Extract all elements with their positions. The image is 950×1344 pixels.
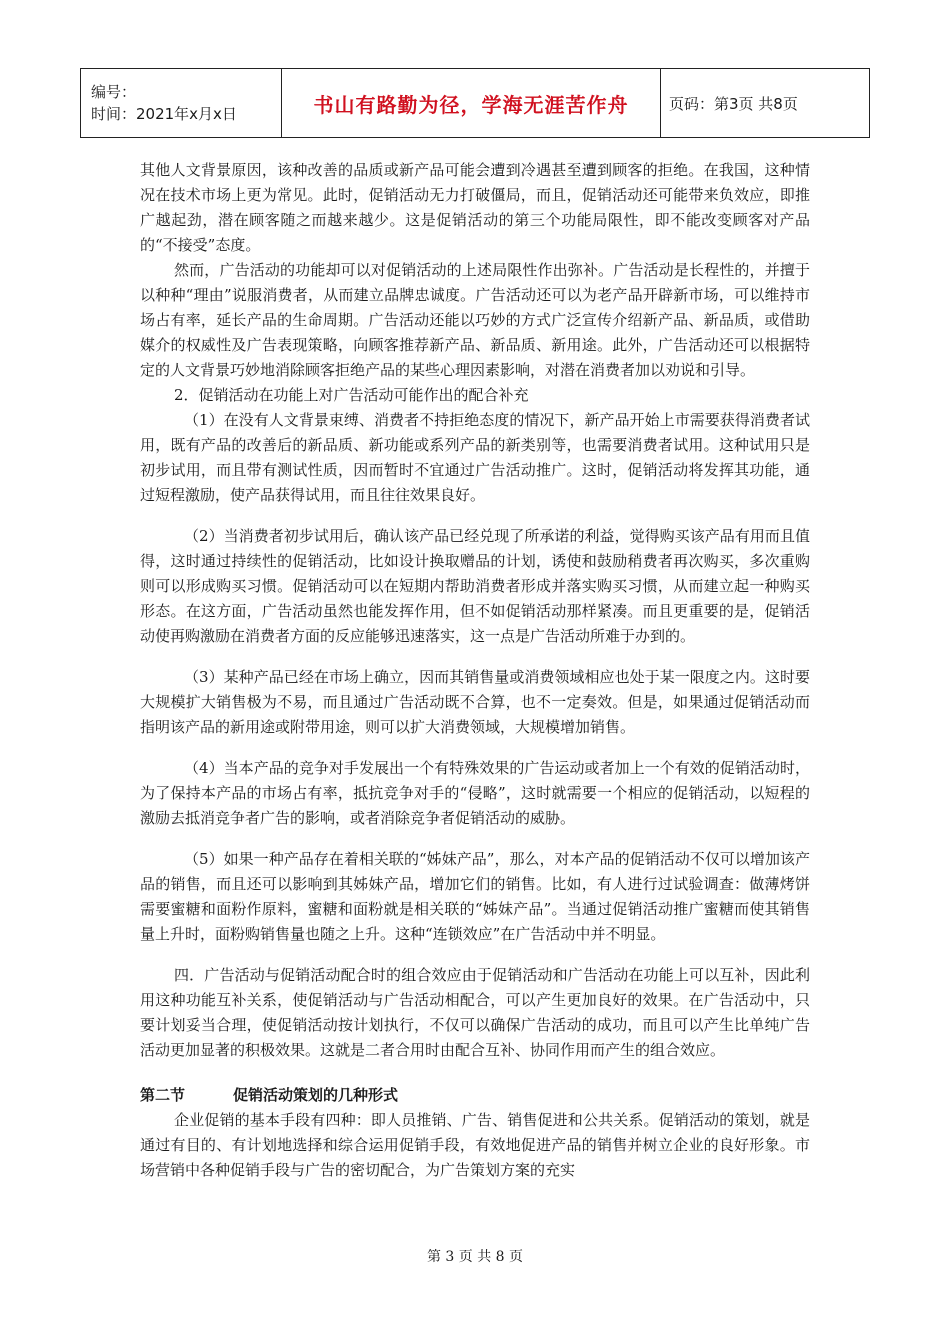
paragraph: 然而，广告活动的功能却可以对促销活动的上述局限性作出弥补。广告活动是长程性的，并擅于以种种“理由”说服消费者，从而建立品牌忠诚度。广告活动还可以为老产品开辟新市场，可以维持市场占有率，延长产品的生命周期。广告活动还能以巧妙的方式广泛宣传介绍新产品、新品质，或借助媒介的权威性及广告表现策略，向顾客推荐新产品、新品质、新用途。此外，广告活动还可以根据特定的人文背景巧妙地消除顾客拒绝产品的某些心理因素影响，对潜在消费者加以劝说和引导。 (140, 261, 810, 379)
page-footer: 第 3 页 共 8 页 (426, 1249, 524, 1265)
paragraph: 其他人文背景原因，该种改善的品质或新产品可能会遭到冷遇甚至遭到顾客的拒绝。在我国，这种情况在技术市场上更为常见。此时，促销活动无力打破僵局，而且，促销活动还可能带来负效应，即推广越起劲，潜在顾客随之而越来越少。这是促销活动的第三个功能局限性，即不能改变顾客对产品的“不接受”态度。 (140, 161, 810, 254)
document-body (140, 158, 810, 1183)
section-title: 促销活动策划的几种形式 (233, 1086, 399, 1104)
document-date-label: 时间：2021年x月x日 (91, 105, 237, 123)
header-left-cell (81, 69, 282, 138)
paragraph: 企业促销的基本手段有四种：即人员推销、广告、销售促进和公共关系。促销活动的策划，就是通过有目的、有计划地选择和综合运用促销手段，有效地促进产品的销售并树立企业的良好形象。市场营销中各种促销手段与广告的密切配合，为广告策划方案的充实 (140, 1111, 810, 1179)
section-heading (140, 1083, 810, 1108)
header-page-info: 页码：第3页 共8页 (661, 69, 870, 138)
page-header (80, 68, 870, 138)
section-number: 第二节 (140, 1086, 186, 1104)
paragraph: 四．广告活动与促销活动配合时的组合效应由于促销活动和广告活动在功能上可以互补，因此利用这种功能互补关系，使促销活动与广告活动相配合，可以产生更加良好的效果。在广告活动中，只要计划妥当合理，使促销活动按计划执行，不仅可以确保广告活动的成功，而且可以产生比单纯广告活动更加显著的积极效果。这就是二者合用时由配合互补、协同作用而产生的组合效应。 (140, 966, 810, 1059)
paragraph: （5）如果一种产品存在着相关联的“姊妹产品”，那么，对本产品的促销活动不仅可以增加该产品的销售，而且还可以影响到其姊妹产品，增加它们的销售。比如，有人进行过试验调查：做薄烤饼需要蜜糖和面粉作原料，蜜糖和面粉就是相关联的“姊妹产品”。当通过促销活动推广蜜糖而使其销售量上升时，面粉购销售量也随之上升。这种“连锁效应”在广告活动中并不明显。 (140, 850, 810, 943)
paragraph: （3）某种产品已经在市场上确立，因而其销售量或消费领域相应也处于某一限度之内。这时要大规模扩大销售极为不易，而且通过广告活动既不合算，也不一定奏效。但是，如果通过促销活动而指明该产品的新用途或附带用途，则可以扩大消费领域，大规模增加销售。 (140, 668, 810, 736)
subheading: 2．促销活动在功能上对广告活动可能作出的配合补充 (174, 386, 529, 404)
paragraph: （1）在没有人文背景束缚、消费者不持拒绝态度的情况下，新产品开始上市需要获得消费者试用，既有产品的改善后的新品质、新功能或系列产品的新类别等，也需要消费者试用。这种试用只是初步试用，而且带有测试性质，因而暂时不宜通过广告活动推广。这时，促销活动将发挥其功能，通过短程激励，使产品获得试用，而且往往效果良好。 (140, 411, 810, 504)
header-motto: 书山有路勤为径，学海无涯苦作舟 (313, 92, 629, 117)
paragraph: （2）当消费者初步试用后，确认该产品已经兑现了所承诺的利益，觉得购买该产品有用而且值得，这时通过持续性的促销活动，比如设计换取赠品的计划，诱使和鼓励稍费者再次购买，多次重购则可以形成购买习惯。促销活动可以在短期内帮助消费者形成并落实购买习惯，从而建立起一种购买形态。在这方面，广告活动虽然也能发挥作用，但不如促销活动那样紧凑。而且更重要的是，促销活动使再购激励在消费者方面的反应能够迅速落实，这一点是广告活动所难于办到的。 (140, 527, 810, 645)
document-number-label: 编号： (91, 83, 137, 101)
header-motto-cell (282, 69, 661, 138)
paragraph: （4）当本产品的竞争对手发展出一个有特殊效果的广告运动或者加上一个有效的促销活动时，为了保持本产品的市场占有率，抵抗竞争对手的“侵略”，这时就需要一个相应的促销活动，以短程的激励去抵消竞争者广告的影响，或者消除竞争者促销活动的威胁。 (140, 759, 810, 827)
